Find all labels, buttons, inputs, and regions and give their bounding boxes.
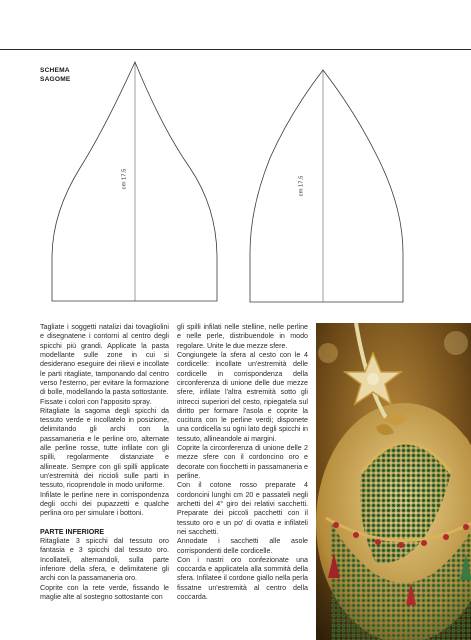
paragraph: Con il cotone rosso preparate 4 cordoncini lunghi cm 20 e passateli negli archetti del 4° giro dei relativi sacchetti. Preparate dei piccoli pacchetti con il tessuto oro e un po' di ovatta e infilateli nei sacchetti.: [177, 481, 308, 536]
text-column-2: [177, 323, 308, 602]
pattern-2-dimension: cm 17.5: [298, 175, 305, 197]
paragraph: Tagliate i soggetti natalizi dai tovagliolini e disegnatene i contorni al centro degli spicchi più grandi. Applicate la pasta modellante sulle zone in cui si desiderano eseguire dei rilievi e incollate le parti ritagliate, tamponando dal centro verso l'esterno, per evitare la formazione di bolle, modellando la pasta sottostante.: [40, 323, 169, 397]
pattern-shape-1: [50, 58, 220, 308]
paragraph: Coprite la circonferenza di unione delle 2 mezze sfere con il cordoncino oro e decorate con fiocchetti in passamaneria e perline.: [177, 444, 308, 480]
ornament-illustration: [316, 323, 471, 640]
paragraph: Congiungete la sfera al cesto con le 4 cordicelle: incollate un'estremità delle cordicelle in corrispondenza della circonferenza di unione delle due mezze sfere, infilate l'altra estremità sotto gli intrecci superiori del cesto, ripiegatela sul diritto per formare l'asola e coprite la cucitura con le perline verdi; disponete una cordicella su ogni lato degli spicchi in tessuto, allineandole ai margini.: [177, 350, 308, 443]
paragraph: Con i nastri oro confezionate una coccarda e applicatela alla sommità della sfera. Infilatee il cordone giallo nella perla fissatne un'estremità al centro della coccarda.: [177, 555, 308, 602]
paragraph: Infilate le perline nere in corrispondenza degli occhi dei pupazzetti e qualche perlina oro per simulare i bottoni.: [40, 490, 169, 518]
christmas-ornament-photo: [316, 323, 471, 640]
paragraph: Annodate i sacchetti alle asole corrispondenti delle cordicelle.: [177, 537, 308, 555]
top-rule: [0, 49, 471, 50]
text-column-1: [40, 323, 169, 602]
schema-heading-line2: SAGOME: [40, 75, 71, 83]
paragraph: Coprite con la rete verde, fissando le maglie alte al sostegno sottostante con: [40, 583, 169, 602]
paragraph: Ritagliate la sagoma degli spicchi da tessuto verde e incollatelo in posizione, delimitando gli archi con la passamaneria e le perline oro, alternate alle perline rosse, tutte infilate con gli spilli, regolarmente distanziate e allineate. Sempre con gli spilli applicate un'estremità dei riccioli sulle parti in tessuto, ricoprendole in modo uniforme.: [40, 406, 169, 490]
pattern-shape-2-outline: [248, 58, 408, 308]
section-heading: PARTE INFERIORE: [40, 527, 105, 536]
pattern-1-dimension: cm 17.5: [121, 168, 128, 190]
paragraph: gli spilli infilati nelle stelline, nelle perline e nelle perle, distribuendole in modo regolare. Unite le due mezze sfere.: [177, 323, 308, 350]
paragraph: Ritagliate 3 spicchi dal tessuto oro fantasia e 3 spicchi dal tessuto oro. Incollateli, alternandoli, sulla parte inferiore della sfera, e delimitatene gli archi con la passamaneria oro.: [40, 537, 169, 583]
paragraph: Fissate i colori con l'apposito spray.: [40, 397, 152, 406]
schema-heading-line1: SCHEMA: [40, 67, 70, 74]
pattern-shape-2: [248, 58, 408, 308]
pattern-shape-1-outline: [50, 58, 220, 308]
